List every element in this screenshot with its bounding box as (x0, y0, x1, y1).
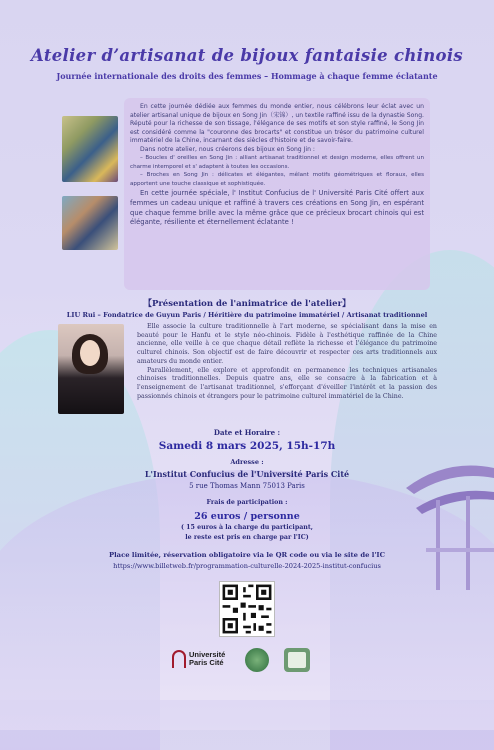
bio-paragraph: Parallèlement, elle explore et approfondit en permanence les techniques artisanales chinoises traditionnelles. Depuis quatre ans, elle se consacre à la fabrication et à l'enseignement de l'artisanat traditionnel, s'efforçant d'éveiller l'intérêt et la passion des passionnés chinois et étrangers pour le patrimoine culturel immatériel de la Chine. (137, 366, 437, 400)
universite-paris-cite-logo (172, 650, 225, 668)
event-date: Samedi 8 mars 2025, 15h-17h (158, 440, 336, 452)
jewelry-photo (62, 196, 118, 250)
fee-label: Frais de participation : (206, 499, 288, 506)
address-street: 5 rue Thomas Mann 75013 Paris (189, 482, 305, 490)
universite-logo-text (189, 651, 225, 667)
fee-note: le reste est pris en charge par l'IC) (185, 534, 309, 541)
address-name: L'Institut Confucius de l'Université Paris Cité (144, 469, 350, 479)
universite-logo-line: Université (189, 650, 226, 659)
intro-list-item: – Boucles d' oreilles en Song Jin : alliant artisanat traditionnel et design moderne, elles offrent un charme intemporel et s' adaptent à toutes les occasions. (130, 155, 424, 170)
page-title: Atelier d’artisanat de bijoux fantaisie chinois (31, 46, 463, 65)
institut-confucius-logo (245, 648, 269, 672)
universite-mark-icon (172, 650, 186, 668)
page-subtitle: Journée internationale des droits des femmes – Hommage à chaque femme éclatante (56, 71, 438, 81)
presentation-heading: 【Présentation de l'animatrice de l'atelier】 (143, 299, 351, 309)
fee-amount: 26 euros / personne (194, 511, 300, 522)
presenter-portrait (58, 324, 124, 414)
intro-paragraph: Dans notre atelier, nous créerons des bijoux en Song Jin : (140, 145, 315, 153)
intro-text (130, 103, 424, 228)
intro-list-item: – Broches en Song Jin : délicates et élégantes, mêlant motifs géométriques et floraux, elles apportent une touche classique et sophistiquée. (130, 172, 424, 187)
registration-note: Place limitée, réservation obligatoire via le QR code ou via le site de l'IC (108, 551, 386, 559)
intro-paragraph: En cette journée spéciale, l' Institut Confucius de l' Université Paris Cité offert aux femmes un cadeau unique et raffiné à travers ces créations en Song Jin, en espérant que chaque femme brille avec la même grâce que ce précieux brocart chinois qui est élégante, résiliente et éternellement éclatante ! (130, 189, 424, 227)
intro-paragraph: En cette journée dédiée aux femmes du monde entier, nous célébrons leur éclat avec un atelier artisanal unique de bijoux en Song Jin（宋锦）, un textile raffiné issu de la dynastie Song. Réputé pour la richesse de son tissage, l'élégance de ses motifs et son style raffiné, le Song Jin est considéré comme la "couronne des brocarts" et constitue un trésor du patrimoine culturel immatériel de la Chine, incarnant des siècles d'histoire et de savoir-faire. (130, 103, 424, 144)
presenter-bio (137, 323, 437, 401)
brocart-fabric-photo (62, 116, 118, 182)
presenter-name: LIU Rui – Fondatrice de Guyun Paris / Héritière du patrimoine immatériel / Artisanat traditionnel (66, 311, 428, 319)
fee-note: ( 15 euros à la charge du participant, (181, 524, 313, 531)
qr-code[interactable] (219, 581, 275, 637)
partner-institution-logo (284, 648, 310, 672)
portrait-face (80, 340, 100, 366)
date-label: Date et Horaire : (213, 428, 281, 437)
address-label: Adresse : (230, 458, 264, 466)
bio-paragraph: Elle associe la culture traditionnelle à l'art moderne, se spécialisant dans la mise en beauté pour le Hanfu et le style néo-chinois. Fidèle à l'esthétique raffinée de la Chine ancienne, elle veille à ce que chaque détail reflète la richesse et l'élégance du patrimoine culturel chinois. Son objectif est de faire découvrir et respecter ces arts traditionnels aux amateurs du monde entier. (137, 323, 437, 365)
registration-link[interactable]: https://www.billetweb.fr/programmation-culturelle-2024-2025-institut-confucius (113, 562, 381, 570)
universite-logo-line: Paris Cité (189, 658, 224, 667)
